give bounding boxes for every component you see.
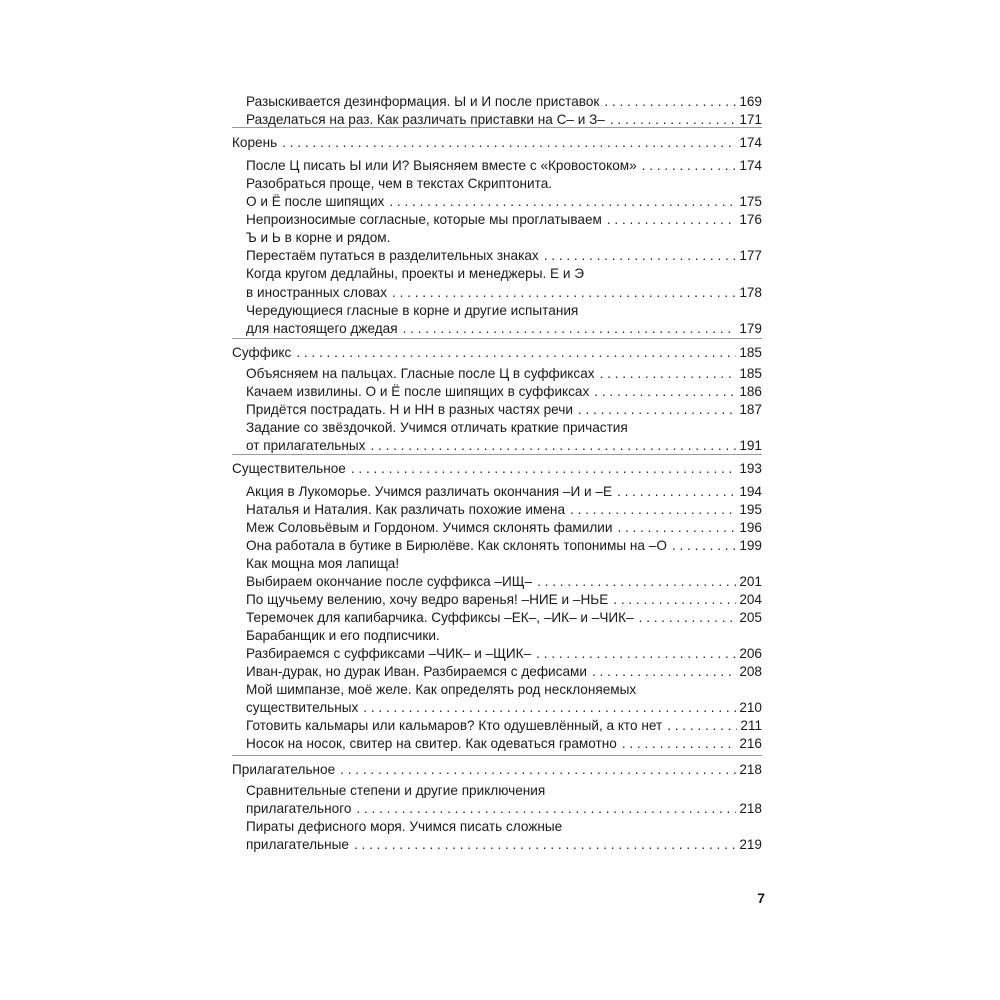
toc-entry-title: Как мощна моя лапища!	[246, 556, 400, 571]
toc-entry[interactable]	[246, 818, 762, 836]
toc-page-number: 185	[739, 345, 762, 360]
toc-entry-title: Носок на носок, свитер на свитер. Как одеваться грамотно	[246, 736, 617, 751]
toc-page-number: 174	[739, 158, 762, 173]
section-divider	[232, 755, 762, 756]
toc-page-number: 196	[739, 520, 762, 535]
toc-entry[interactable]	[246, 483, 762, 501]
toc-page-number: 169	[739, 94, 762, 109]
toc-section-heading[interactable]	[232, 761, 762, 779]
page-number: 7	[757, 890, 765, 906]
toc-page-number: 205	[739, 610, 762, 625]
dot-leader	[356, 800, 736, 818]
toc-entry[interactable]	[246, 93, 762, 111]
toc-section-heading[interactable]	[232, 344, 762, 362]
toc-page-number: 199	[739, 538, 762, 553]
toc-page-number: 195	[739, 502, 762, 517]
toc-entry-title: Разобраться проще, чем в текстах Скриптонита.	[246, 176, 553, 191]
dot-leader	[667, 717, 737, 735]
toc-entry-title: Чередующиеся гласные в корне и другие испытания	[246, 303, 579, 318]
toc-entry[interactable]	[246, 401, 762, 419]
toc-entry-title: прилагательного	[246, 801, 352, 816]
dot-leader	[389, 193, 736, 211]
toc-entry[interactable]	[246, 836, 762, 854]
toc-entry[interactable]	[246, 419, 762, 437]
section-divider	[232, 454, 762, 455]
toc-entry-title: Она работала в бутике в Бирюлёве. Как склонять топонимы на –О	[246, 538, 667, 553]
toc-entry[interactable]	[246, 699, 762, 717]
toc-entry[interactable]	[246, 302, 762, 320]
toc-entry[interactable]	[246, 175, 762, 193]
toc-entry-title: Качаем извилины. О и Ё после шипящих в суффиксах	[246, 384, 590, 399]
dot-leader	[282, 134, 736, 152]
dot-leader	[617, 483, 736, 501]
toc-entry[interactable]	[246, 383, 762, 401]
toc-page-number: 211	[740, 718, 762, 733]
dot-leader	[672, 537, 736, 555]
toc-entry[interactable]	[246, 265, 762, 283]
toc-entry-title: от прилагательных	[246, 438, 366, 453]
toc-page-number: 175	[739, 194, 762, 209]
dot-leader	[363, 699, 736, 717]
toc-entry-title: Готовить кальмары или кальмаров? Кто одушевлённый, а кто нет	[246, 718, 663, 733]
dot-leader	[607, 211, 736, 229]
dot-leader	[544, 247, 737, 265]
toc-entry[interactable]	[246, 663, 762, 681]
toc-entry-title: Пираты дефисного моря. Учимся писать сложные	[246, 819, 563, 834]
toc-entry-title: Мой шимпанзе, моё желе. Как определять род несклоняемых	[246, 682, 637, 697]
dot-leader	[622, 735, 736, 753]
toc-entry[interactable]	[246, 800, 762, 818]
toc-entry[interactable]	[246, 591, 762, 609]
toc-page-number: 178	[739, 285, 762, 300]
toc-entry[interactable]	[246, 229, 762, 247]
dot-leader	[392, 284, 736, 302]
dot-leader	[536, 645, 736, 663]
dot-leader	[604, 93, 736, 111]
toc-entry[interactable]	[246, 365, 762, 383]
toc-page-number: 171	[739, 112, 762, 127]
toc-entry[interactable]	[246, 735, 762, 753]
toc-section-heading[interactable]	[232, 460, 762, 478]
toc-page-number: 216	[739, 736, 762, 751]
toc-entry-title: Наталья и Наталия. Как различать похожие имена	[246, 502, 566, 517]
dot-leader	[354, 836, 736, 854]
toc-entry-title: для настоящего джедая	[246, 321, 398, 336]
dot-leader	[370, 437, 736, 455]
dot-leader	[613, 591, 736, 609]
toc-entry[interactable]	[246, 501, 762, 519]
toc-page-number: 204	[739, 592, 762, 607]
toc-page-number: 179	[739, 321, 762, 336]
dot-leader	[639, 609, 737, 627]
toc-entry-title: Барабанщик и его подписчики.	[246, 628, 440, 643]
toc-page-number: 218	[739, 801, 762, 816]
dot-leader	[600, 365, 737, 383]
toc-entry[interactable]	[246, 284, 762, 302]
toc-page-number: 176	[739, 212, 762, 227]
toc-page-number: 208	[739, 664, 762, 679]
dot-leader	[578, 401, 736, 419]
toc-entry[interactable]	[246, 247, 762, 265]
dot-leader	[351, 460, 736, 478]
toc-entry-title: О и Ё после шипящих	[246, 194, 385, 209]
toc-entry-title: После Ц писать Ы или И? Выясняем вместе с «Кровостоком»	[246, 158, 637, 173]
toc-page-number: 185	[739, 366, 762, 381]
toc-entry[interactable]	[246, 573, 762, 591]
toc-entry-title: Задание со звёздочкой. Учимся отличать краткие причастия	[246, 420, 628, 435]
dot-leader	[594, 383, 736, 401]
toc-entry-title: Иван-дурак, но дурак Иван. Разбираемся с дефисами	[246, 664, 587, 679]
toc-page-number: 193	[739, 461, 762, 476]
toc-entry[interactable]	[246, 320, 762, 338]
toc-entry-title: прилагательные	[246, 837, 349, 852]
toc-entry[interactable]	[246, 609, 762, 627]
toc-entry[interactable]	[246, 645, 762, 663]
toc-page-number: 177	[739, 248, 762, 263]
toc-entry-title: Когда кругом дедлайны, проекты и менеджеры. Е и Э	[246, 266, 585, 281]
toc-page-number: 187	[739, 402, 762, 417]
toc-entry-title: Сравнительные степени и другие приключения	[246, 783, 546, 798]
toc-entry-title: Суффикс	[232, 345, 292, 360]
toc-page-number: 194	[739, 484, 762, 499]
toc-entry-title: Существительное	[232, 461, 346, 476]
toc-entry-title: Разбираемся с суффиксами –ЧИК– и –ЩИК–	[246, 646, 532, 661]
toc-entry-title: Придётся пострадать. Н и НН в разных частях речи	[246, 402, 573, 417]
toc-entry[interactable]	[246, 555, 762, 573]
toc-page-number: 206	[739, 646, 762, 661]
toc-entry[interactable]	[246, 681, 762, 699]
toc-entry[interactable]	[246, 157, 762, 175]
toc-entry-title: существительных	[246, 700, 359, 715]
dot-leader	[592, 663, 736, 681]
dot-leader	[403, 320, 737, 338]
toc-entry-title: Объясняем на пальцах. Гласные после Ц в суффиксах	[246, 366, 595, 381]
toc-entry-title: Акция в Лукоморье. Учимся различать окончания –И и –Е	[246, 484, 613, 499]
toc-entry-title: Выбираем окончание после суффикса –ИЩ–	[246, 574, 533, 589]
toc-entry[interactable]	[246, 437, 762, 455]
toc-page-number: 191	[739, 438, 762, 453]
toc-entry[interactable]	[246, 519, 762, 537]
toc-page-number: 219	[739, 837, 762, 852]
toc-entry-title: Корень	[232, 135, 278, 150]
toc-entry[interactable]	[246, 782, 762, 800]
toc-entry-title: Перестаём путаться в разделительных знаках	[246, 248, 539, 263]
dot-leader	[617, 519, 736, 537]
toc-section-heading[interactable]	[232, 134, 762, 152]
dot-leader	[642, 157, 737, 175]
dot-leader	[570, 501, 736, 519]
toc-entry-title: Теремочек для капибарчика. Суффиксы –ЕК–, –ИК– и –ЧИК–	[246, 610, 634, 625]
toc-entry-title: Разыскивается дезинформация. Ы и И после приставок	[246, 94, 600, 109]
toc-entry-title: в иностранных словах	[246, 285, 388, 300]
toc-page-number: 210	[739, 700, 762, 715]
toc-page-number: 186	[739, 384, 762, 399]
toc-entry-title: Прилагательное	[232, 762, 336, 777]
toc-entry[interactable]	[246, 627, 762, 645]
toc-page-number: 174	[739, 135, 762, 150]
toc-page-number: 201	[739, 574, 762, 589]
toc-entry-title: Меж Соловьёвым и Гордоном. Учимся склонять фамилии	[246, 520, 613, 535]
toc-entry-title: Ъ и Ь в корне и рядом.	[246, 230, 391, 245]
toc-entry-title: Разделаться на раз. Как различать приставки на С– и З–	[246, 112, 605, 127]
toc-entry-title: Непроизносимые согласные, которые мы проглатываем	[246, 212, 602, 227]
toc-entry[interactable]	[246, 211, 762, 229]
toc-entry[interactable]	[246, 537, 762, 555]
section-divider	[232, 338, 762, 339]
dot-leader	[537, 573, 736, 591]
toc-page-number: 218	[739, 762, 762, 777]
toc-entry[interactable]	[246, 717, 762, 735]
toc-entry-title: По щучьему велению, хочу ведро варенья! –НИЕ и –НЬЕ	[246, 592, 609, 607]
dot-leader	[340, 761, 736, 779]
dot-leader	[296, 344, 736, 362]
section-divider	[232, 127, 762, 128]
toc-entry[interactable]	[246, 193, 762, 211]
